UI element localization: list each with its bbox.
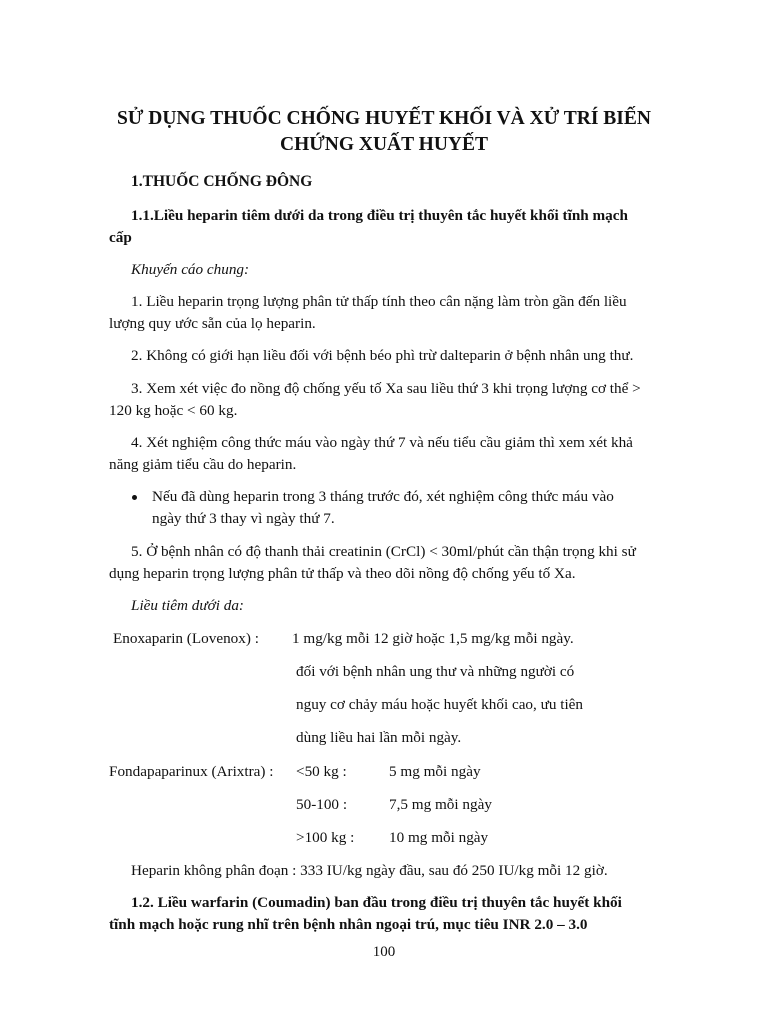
fondaparinux-weight-1: <50 kg : [296, 763, 347, 780]
bullet-dot-icon [132, 495, 137, 500]
item-3-line-2: 120 kg hoặc < 60 kg. [109, 402, 238, 419]
fondaparinux-dose-2: 7,5 mg mỗi ngày [389, 796, 492, 813]
subcutaneous-dose-label: Liều tiêm dưới da: [131, 597, 244, 614]
item-5-line-2: dụng heparin trọng lượng phân tử thấp và theo dõi nồng độ chống yếu tố Xa. [109, 565, 576, 582]
fondaparinux-dose-3: 10 mg mỗi ngày [389, 829, 489, 846]
item-4-line-2: năng giảm tiểu cầu do heparin. [109, 456, 297, 473]
item-4-line-1: 4. Xét nghiệm công thức máu vào ngày thứ 7 và nếu tiểu cầu giảm thì xem xét khả [131, 434, 633, 451]
item-1-line-2: lượng quy ước sẵn của lọ heparin. [109, 315, 316, 332]
item-5-line-1: 5. Ở bệnh nhân có độ thanh thải creatinin (CrCl) < 30ml/phút cần thận trọng khi sử [131, 543, 636, 560]
bullet-line-2: ngày thứ 3 thay vì ngày thứ 7. [152, 510, 335, 527]
subsection-1-1-line-1: 1.1.Liều heparin tiêm dưới da trong điều trị thuyên tắc huyết khối tĩnh mạch [131, 207, 628, 224]
subsection-1-2-line-1: 1.2. Liều warfarin (Coumadin) ban đầu trong điều trị thuyên tắc huyết khối [131, 894, 622, 911]
page-title-line-1: SỬ DỤNG THUỐC CHỐNG HUYẾT KHỐI VÀ XỬ TRÍ BIẾN [117, 108, 651, 129]
enoxaparin-dose-line-1: 1 mg/kg mỗi 12 giờ hoặc 1,5 mg/kg mỗi ngày. [292, 630, 574, 647]
fondaparinux-weight-2: 50-100 : [296, 796, 348, 813]
fondaparinux-weight-3: >100 kg : [296, 829, 355, 846]
enoxaparin-label: Enoxaparin (Lovenox) : [113, 630, 259, 647]
page-number: 100 [372, 944, 396, 960]
item-2-line-1: 2. Không có giới hạn liều đối với bệnh béo phì trừ dalteparin ở bệnh nhân ung thư. [131, 347, 634, 364]
heparin-unfractionated-line: Heparin không phân đoạn : 333 IU/kg ngày đầu, sau đó 250 IU/kg mỗi 12 giờ. [131, 862, 608, 879]
subsection-1-1-line-2: cấp [109, 229, 132, 246]
subsection-1-2-line-2: tĩnh mạch hoặc rung nhĩ trên bệnh nhân ngoại trú, mục tiêu INR 2.0 – 3.0 [109, 916, 588, 933]
page-title-line-2: CHỨNG XUẤT HUYẾT [279, 134, 489, 155]
enoxaparin-dose-line-2: đối với bệnh nhân ung thư và những người có [296, 663, 575, 680]
item-3-line-1: 3. Xem xét việc đo nồng độ chống yếu tố Xa sau liều thứ 3 khi trọng lượng cơ thể > [131, 380, 641, 397]
section-heading: 1.THUỐC CHỐNG ĐÔNG [131, 173, 313, 190]
fondaparinux-dose-1: 5 mg mỗi ngày [389, 763, 481, 780]
fondaparinux-label: Fondapaparinux (Arixtra) : [109, 763, 274, 780]
bullet-line-1: Nếu đã dùng heparin trong 3 tháng trước đó, xét nghiệm công thức máu vào [152, 488, 614, 505]
enoxaparin-dose-line-3: nguy cơ chảy máu hoặc huyết khối cao, ưu tiên [296, 696, 584, 713]
general-recommendation-label: Khuyến cáo chung: [131, 261, 250, 278]
item-1-line-1: 1. Liều heparin trọng lượng phân tử thấp tính theo cân nặng làm tròn gần đến liều [131, 293, 627, 310]
enoxaparin-dose-line-4: dùng liều hai lần mỗi ngày. [296, 729, 462, 746]
